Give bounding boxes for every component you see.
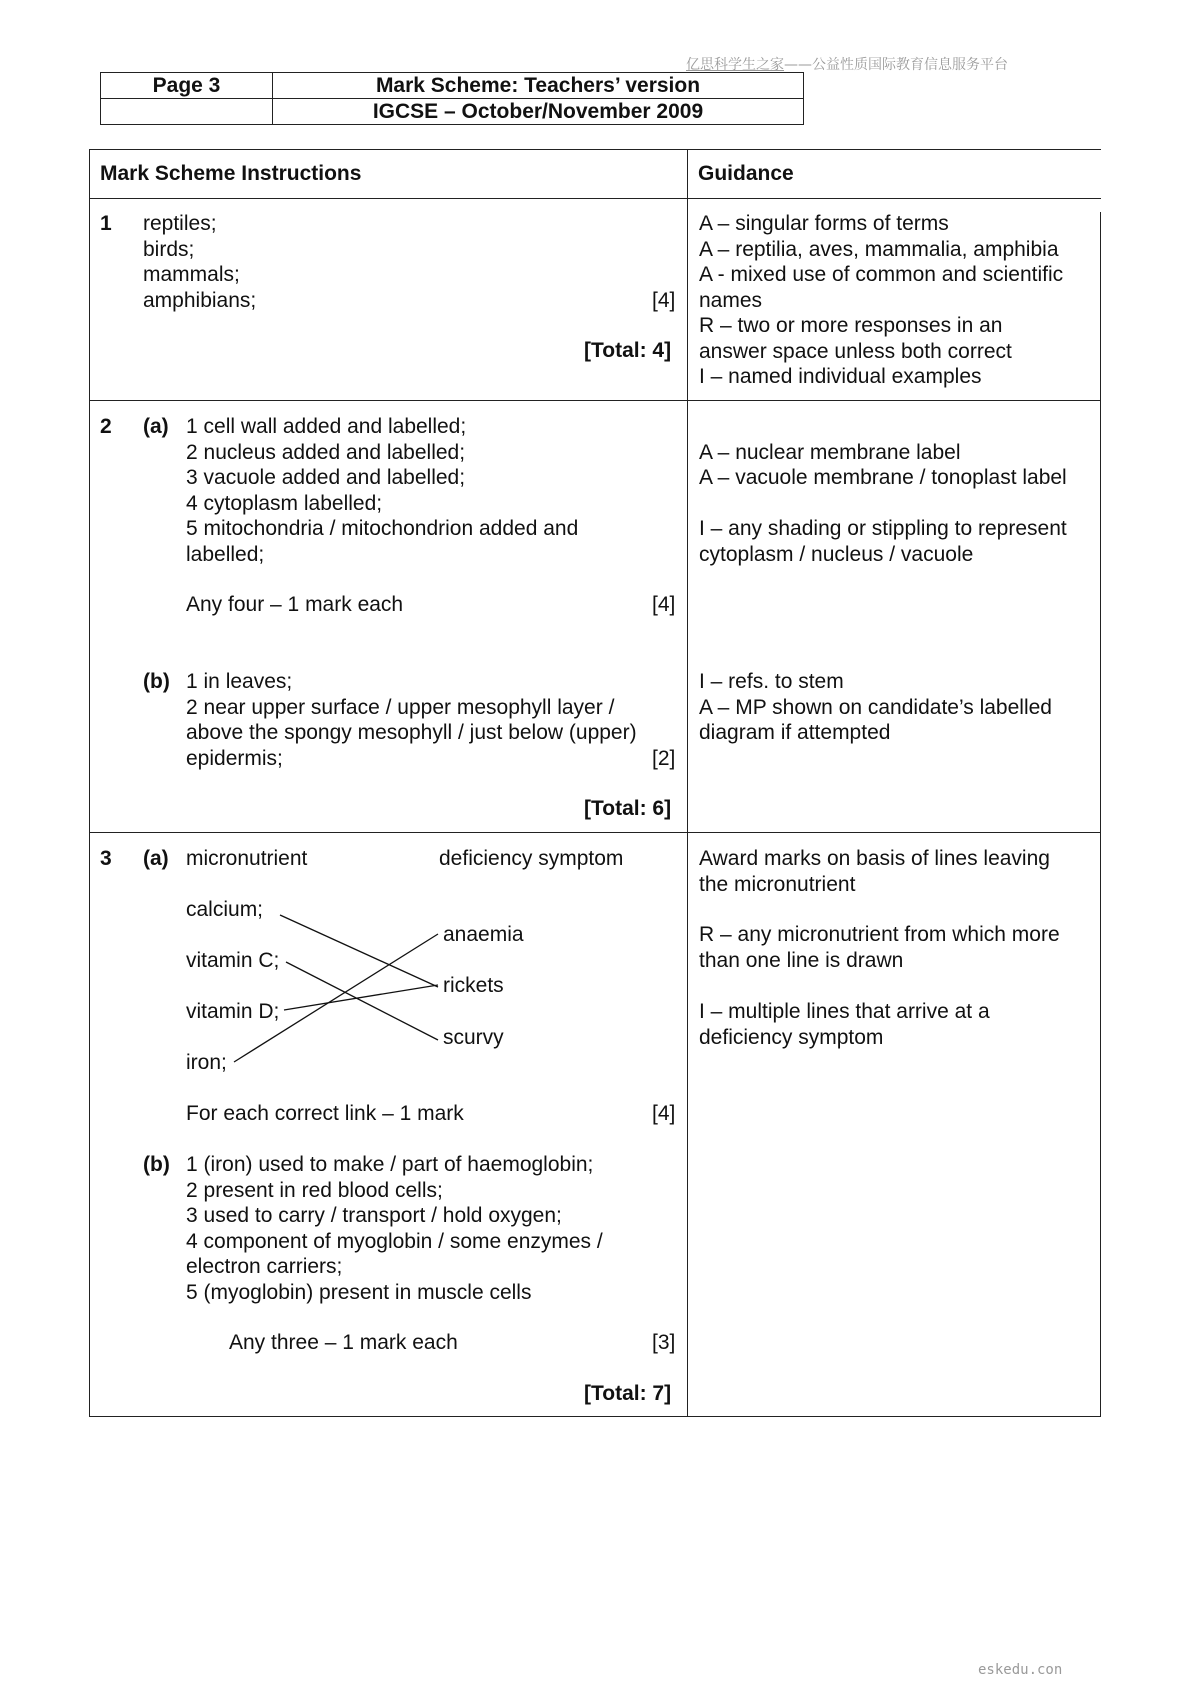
link-iron-anaemia bbox=[234, 934, 438, 1062]
q3b-answer-line: 5 (myoglobin) present in muscle cells bbox=[186, 1280, 532, 1304]
document-title: Mark Scheme: Teachers’ version bbox=[273, 73, 804, 99]
q3a-guidance-line: R – any micronutrient from which more bbox=[699, 923, 1060, 946]
q2a-answer-line: 5 mitochondria / mitochondrion added and bbox=[186, 517, 579, 540]
q2a-label: (a) bbox=[143, 415, 169, 438]
q3a-guidance-line: deficiency symptom bbox=[699, 1025, 884, 1049]
nutrient-vitamin-d: vitamin D; bbox=[186, 1000, 280, 1023]
q3b-marks: [3] bbox=[652, 1331, 676, 1354]
q2b-guidance-line: I – refs. to stem bbox=[699, 670, 844, 693]
question-3-number: 3 bbox=[100, 847, 112, 870]
q3a-guidance-line: the micronutrient bbox=[699, 872, 856, 896]
q3b-answer-line: 1 (iron) used to make / part of haemoglobin; bbox=[186, 1153, 594, 1176]
q2a-answer-line: 2 nucleus added and labelled; bbox=[186, 440, 466, 464]
q2b-answer-line: 2 near upper surface / upper mesophyll layer / bbox=[186, 695, 615, 719]
q1-guidance-line: names bbox=[699, 288, 763, 312]
q2b-guidance-line: A – MP shown on candidate’s labelled bbox=[699, 695, 1052, 719]
q2b-answer-line: epidermis; bbox=[186, 746, 283, 770]
q3b-label: (b) bbox=[143, 1153, 170, 1176]
question-1-number: 1 bbox=[100, 212, 112, 235]
q2b-answer-line: 1 in leaves; bbox=[186, 670, 293, 693]
micronutrient-heading: micronutrient bbox=[186, 847, 308, 870]
q2a-guidance-line: I – any shading or stippling to represent bbox=[699, 517, 1067, 540]
symptom-anaemia: anaemia bbox=[443, 923, 524, 946]
link-calcium-rickets bbox=[280, 915, 438, 987]
q2a-any-four: Any four – 1 mark each bbox=[186, 593, 404, 616]
q3a-guidance-line: I – multiple lines that arrive at a bbox=[699, 1000, 990, 1023]
symptom-rickets: rickets bbox=[443, 974, 504, 997]
q1-guidance-line: answer space unless both correct bbox=[699, 339, 1012, 363]
watermark-site-name: 亿思科学生之家 bbox=[686, 57, 784, 73]
q2a-marks: [4] bbox=[652, 593, 676, 616]
deficiency-symptom-heading: deficiency symptom bbox=[439, 847, 624, 870]
q2a-answer-line: 1 cell wall added and labelled; bbox=[186, 415, 467, 438]
q1-answer-line: mammals; bbox=[143, 263, 240, 286]
symptom-scurvy: scurvy bbox=[443, 1026, 504, 1049]
q2a-guidance-line: A – vacuole membrane / tonoplast label bbox=[699, 466, 1067, 489]
q1-guidance-line: A – reptilia, aves, mammalia, amphibia bbox=[699, 237, 1059, 261]
q2-total: [Total: 6] bbox=[584, 797, 672, 820]
q2a-answer-line: 3 vacuole added and labelled; bbox=[186, 466, 466, 489]
q3b-answer-line: electron carriers; bbox=[186, 1255, 343, 1278]
q1-guidance-line: I – named individual examples bbox=[699, 365, 982, 388]
page-number: Page 3 bbox=[101, 73, 273, 99]
q2a-guidance-line: A – nuclear membrane label bbox=[699, 440, 961, 464]
q1-total: [Total: 4] bbox=[584, 339, 672, 362]
exam-session: IGCSE – October/November 2009 bbox=[273, 99, 804, 125]
q1-answer-line: reptiles; bbox=[143, 212, 217, 235]
nutrient-vitamin-c: vitamin C; bbox=[186, 949, 280, 972]
q1-guidance-line: A - mixed use of common and scientific bbox=[699, 263, 1064, 286]
q2a-answer-line: labelled; bbox=[186, 542, 265, 566]
q2a-guidance-line: cytoplasm / nucleus / vacuole bbox=[699, 542, 974, 566]
q3b-answer-line: 2 present in red blood cells; bbox=[186, 1178, 443, 1202]
q3b-any-three: Any three – 1 mark each bbox=[229, 1331, 458, 1354]
q3b-answer-line: 3 used to carry / transport / hold oxygen; bbox=[186, 1204, 562, 1227]
nutrient-iron: iron; bbox=[186, 1051, 227, 1074]
q1-guidance-line: R – two or more responses in an bbox=[699, 314, 1003, 337]
instructions-heading: Mark Scheme Instructions bbox=[100, 162, 362, 185]
q3-total: [Total: 7] bbox=[584, 1382, 672, 1405]
q3a-guidance-line: Award marks on basis of lines leaving bbox=[699, 847, 1050, 870]
q2b-guidance-line: diagram if attempted bbox=[699, 721, 891, 744]
q3b-answer-line: 4 component of myoglobin / some enzymes / bbox=[186, 1229, 603, 1253]
footer-watermark: eskedu.con bbox=[978, 1662, 1063, 1678]
guidance-heading: Guidance bbox=[698, 162, 794, 185]
question-2-number: 2 bbox=[100, 415, 112, 438]
q3a-marks: [4] bbox=[652, 1102, 676, 1125]
q3a-label: (a) bbox=[143, 847, 169, 870]
link-vitamin-c-scurvy bbox=[286, 962, 438, 1040]
q1-answer-line: amphibians; bbox=[143, 288, 257, 312]
q3a-guidance-line: than one line is drawn bbox=[699, 948, 904, 972]
q2a-answer-line: 4 cytoplasm labelled; bbox=[186, 491, 383, 515]
q2b-answer-line: above the spongy mesophyll / just below (upper) bbox=[186, 721, 637, 744]
q2b-label: (b) bbox=[143, 670, 170, 693]
nutrient-calcium: calcium; bbox=[186, 898, 264, 921]
watermark-tagline: ——公益性质国际教育信息服务平台 bbox=[784, 57, 1008, 73]
q1-marks: [4] bbox=[652, 288, 676, 312]
link-vitamin-d-rickets bbox=[284, 985, 438, 1010]
q1-answer-line: birds; bbox=[143, 237, 195, 261]
q3a-each-link: For each correct link – 1 mark bbox=[186, 1102, 464, 1125]
q1-guidance-line: A – singular forms of terms bbox=[699, 212, 949, 235]
q2b-marks: [2] bbox=[652, 746, 676, 770]
